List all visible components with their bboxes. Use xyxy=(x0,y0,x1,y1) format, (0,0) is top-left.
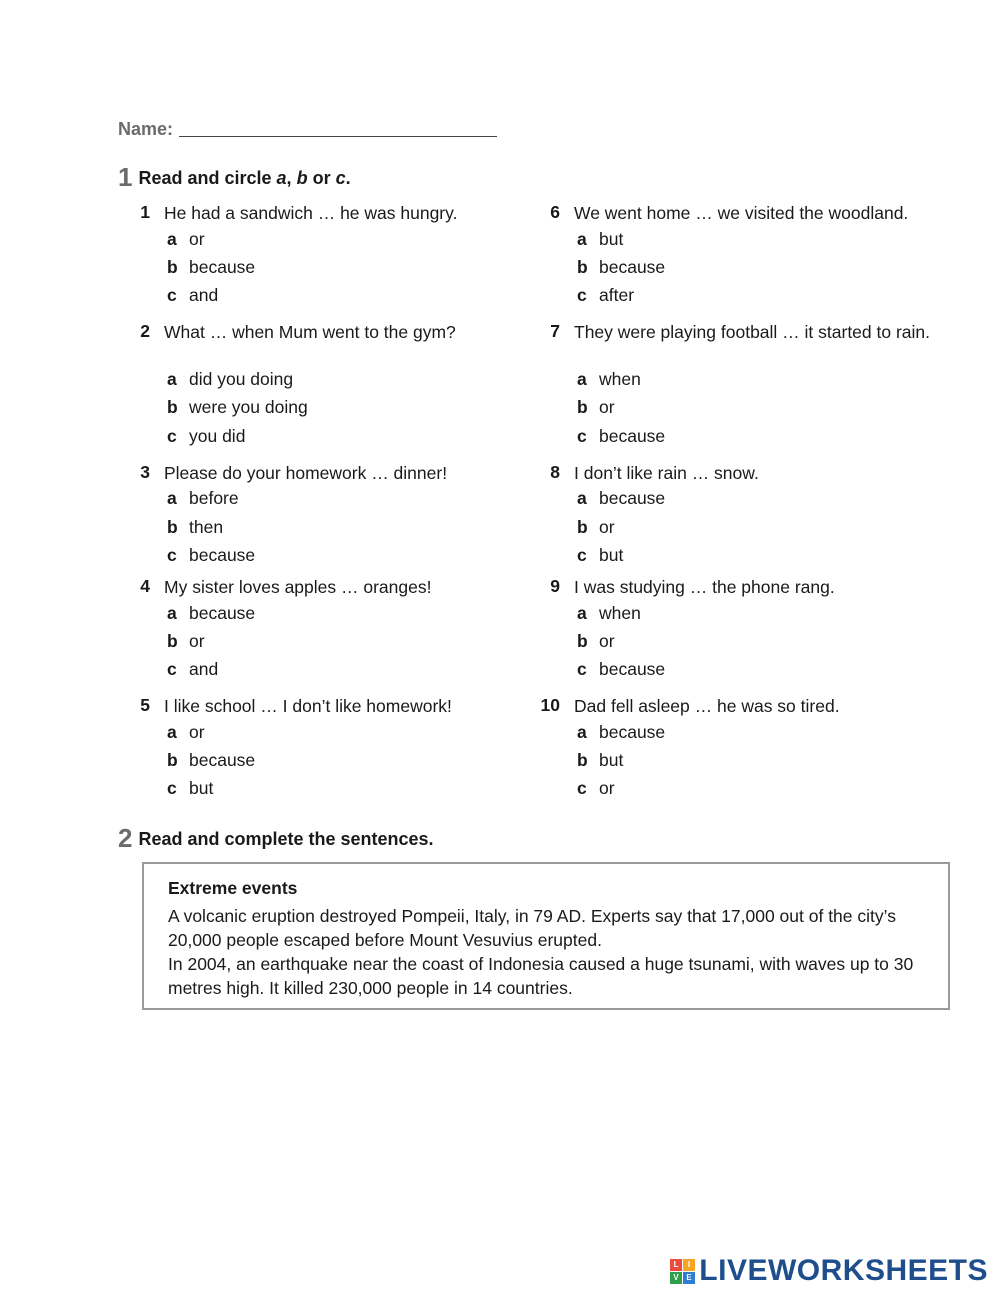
question-7-option-b[interactable] xyxy=(577,397,615,418)
question-text: Dad fell asleep … he was so tired. xyxy=(574,696,840,716)
question-number: 8 xyxy=(550,462,560,482)
question-text: What … when Mum went to the gym? xyxy=(164,322,456,342)
question-5-option-b[interactable] xyxy=(167,750,255,771)
option-text: because xyxy=(599,659,666,679)
option-letter: c xyxy=(167,659,177,679)
option-letter: c xyxy=(167,426,177,446)
question-4-option-c[interactable] xyxy=(167,659,218,680)
option-text: but xyxy=(599,229,624,249)
question-number: 6 xyxy=(550,202,560,222)
question-text: We went home … we visited the woodland. xyxy=(574,203,909,223)
option-text: after xyxy=(599,285,635,305)
question-8-option-b[interactable] xyxy=(577,517,615,538)
option-text: but xyxy=(189,778,214,798)
question-10-option-b[interactable] xyxy=(577,750,623,771)
option-text: or xyxy=(599,397,615,417)
liveworksheets-logo xyxy=(670,1254,988,1288)
brand-icon-tile: I xyxy=(683,1259,695,1271)
question-3-option-a[interactable] xyxy=(167,488,239,509)
question-text: My sister loves apples … oranges! xyxy=(164,577,432,597)
question-9-option-a[interactable] xyxy=(577,603,641,624)
section-1-number: 1 xyxy=(118,162,133,192)
question-6-option-a[interactable] xyxy=(577,229,623,250)
question-9-option-b[interactable] xyxy=(577,631,615,652)
option-letter: b xyxy=(577,257,588,277)
option-letter: a xyxy=(577,369,587,389)
option-text: or xyxy=(599,778,615,798)
option-text: you did xyxy=(189,426,246,446)
question-2-option-b[interactable] xyxy=(167,397,308,418)
question-number: 5 xyxy=(140,695,150,715)
reading-box-text xyxy=(168,904,928,1000)
liveworksheets-icon xyxy=(670,1259,695,1284)
question-text: Please do your homework … dinner! xyxy=(164,463,448,483)
option-letter: b xyxy=(167,517,178,537)
brand-icon-tile: E xyxy=(683,1272,695,1284)
question-1-option-b[interactable] xyxy=(167,257,255,278)
reading-paragraph-1: A volcanic eruption destroyed Pompeii, Italy, in 79 AD. Experts say that 17,000 out of the city’s 20,000 people escaped before Mount Vesuvius erupted. xyxy=(168,906,896,950)
question-8-option-c[interactable] xyxy=(577,545,623,566)
name-field[interactable] xyxy=(179,118,497,137)
reading-box xyxy=(142,862,950,1010)
question-9-option-c[interactable] xyxy=(577,659,665,680)
question-6-option-c[interactable] xyxy=(577,285,634,306)
section-1-instruction: Read and circle a, b or c. xyxy=(138,168,351,188)
option-text: because xyxy=(189,603,256,623)
brand-icon-tile: V xyxy=(670,1272,682,1284)
option-letter: b xyxy=(167,257,178,277)
option-letter: a xyxy=(577,722,587,742)
option-text: or xyxy=(189,229,205,249)
question-6-option-b[interactable] xyxy=(577,257,665,278)
question-7-option-c[interactable] xyxy=(577,426,665,447)
option-letter: a xyxy=(167,488,177,508)
option-text: and xyxy=(189,285,219,305)
option-text: because xyxy=(599,257,666,277)
option-letter: a xyxy=(167,722,177,742)
question-2-option-c[interactable] xyxy=(167,426,245,447)
option-text: because xyxy=(189,545,256,565)
option-text: because xyxy=(599,722,666,742)
option-text: then xyxy=(189,517,224,537)
question-text: I was studying … the phone rang. xyxy=(574,577,835,597)
option-text: or xyxy=(599,631,615,651)
brand-name: LIVEWORKSHEETS xyxy=(699,1254,988,1287)
option-letter: b xyxy=(167,397,178,417)
question-2-option-a[interactable] xyxy=(167,369,293,390)
section-1-heading xyxy=(118,162,351,193)
option-text: were you doing xyxy=(189,397,308,417)
name-label: Name: xyxy=(118,119,174,139)
question-8-option-a[interactable] xyxy=(577,488,665,509)
option-text: or xyxy=(189,631,205,651)
question-3-option-b[interactable] xyxy=(167,517,223,538)
question-number: 2 xyxy=(140,321,150,341)
option-text: because xyxy=(599,426,666,446)
reading-paragraph-2: In 2004, an earthquake near the coast of Indonesia caused a huge tsunami, with waves up to 30 metres high. It killed 230,000 people in 14 countries. xyxy=(168,954,914,998)
question-5-option-c[interactable] xyxy=(167,778,213,799)
question-text: I don’t like rain … snow. xyxy=(574,463,759,483)
option-letter: b xyxy=(167,631,178,651)
question-7-option-a[interactable] xyxy=(577,369,641,390)
option-letter: c xyxy=(577,285,587,305)
option-letter: c xyxy=(167,285,177,305)
question-3-option-c[interactable] xyxy=(167,545,255,566)
section-2-number: 2 xyxy=(118,823,133,853)
option-letter: c xyxy=(577,545,587,565)
option-letter: b xyxy=(577,750,588,770)
question-10-option-a[interactable] xyxy=(577,722,665,743)
option-letter: b xyxy=(167,750,178,770)
option-letter: c xyxy=(167,545,177,565)
question-4-option-b[interactable] xyxy=(167,631,205,652)
reading-box-title: Extreme events xyxy=(168,878,298,898)
option-letter: c xyxy=(167,778,177,798)
option-text: did you doing xyxy=(189,369,294,389)
question-number: 9 xyxy=(550,576,560,596)
option-letter: a xyxy=(167,369,177,389)
option-letter: a xyxy=(577,603,587,623)
question-number: 4 xyxy=(140,576,150,596)
option-text: because xyxy=(599,488,666,508)
option-text: or xyxy=(189,722,205,742)
option-text: and xyxy=(189,659,219,679)
option-text: before xyxy=(189,488,239,508)
option-letter: c xyxy=(577,426,587,446)
option-text: or xyxy=(599,517,615,537)
option-letter: a xyxy=(167,229,177,249)
question-number: 10 xyxy=(540,695,560,715)
question-number: 1 xyxy=(140,202,150,222)
option-text: because xyxy=(189,750,256,770)
option-letter: b xyxy=(577,397,588,417)
question-1-option-c[interactable] xyxy=(167,285,218,306)
option-letter: a xyxy=(577,229,587,249)
section-2-heading xyxy=(118,823,434,854)
option-text: when xyxy=(599,369,641,389)
section-2-instruction: Read and complete the sentences. xyxy=(138,829,434,849)
option-letter: c xyxy=(577,659,587,679)
question-number: 3 xyxy=(140,462,150,482)
option-text: because xyxy=(189,257,256,277)
question-text: I like school … I don’t like homework! xyxy=(164,696,452,716)
question-text: They were playing football … it started to rain. xyxy=(574,322,931,342)
option-letter: a xyxy=(167,603,177,623)
option-letter: c xyxy=(577,778,587,798)
option-letter: b xyxy=(577,631,588,651)
question-4-option-a[interactable] xyxy=(167,603,255,624)
question-number: 7 xyxy=(550,321,560,341)
question-1-option-a[interactable] xyxy=(167,229,205,250)
question-10-option-c[interactable] xyxy=(577,778,615,799)
option-text: when xyxy=(599,603,641,623)
option-letter: a xyxy=(577,488,587,508)
option-text: but xyxy=(599,545,624,565)
question-text: He had a sandwich … he was hungry. xyxy=(164,203,458,223)
option-letter: b xyxy=(577,517,588,537)
brand-icon-tile: L xyxy=(670,1259,682,1271)
name-row xyxy=(118,118,497,140)
option-text: but xyxy=(599,750,624,770)
question-5-option-a[interactable] xyxy=(167,722,205,743)
